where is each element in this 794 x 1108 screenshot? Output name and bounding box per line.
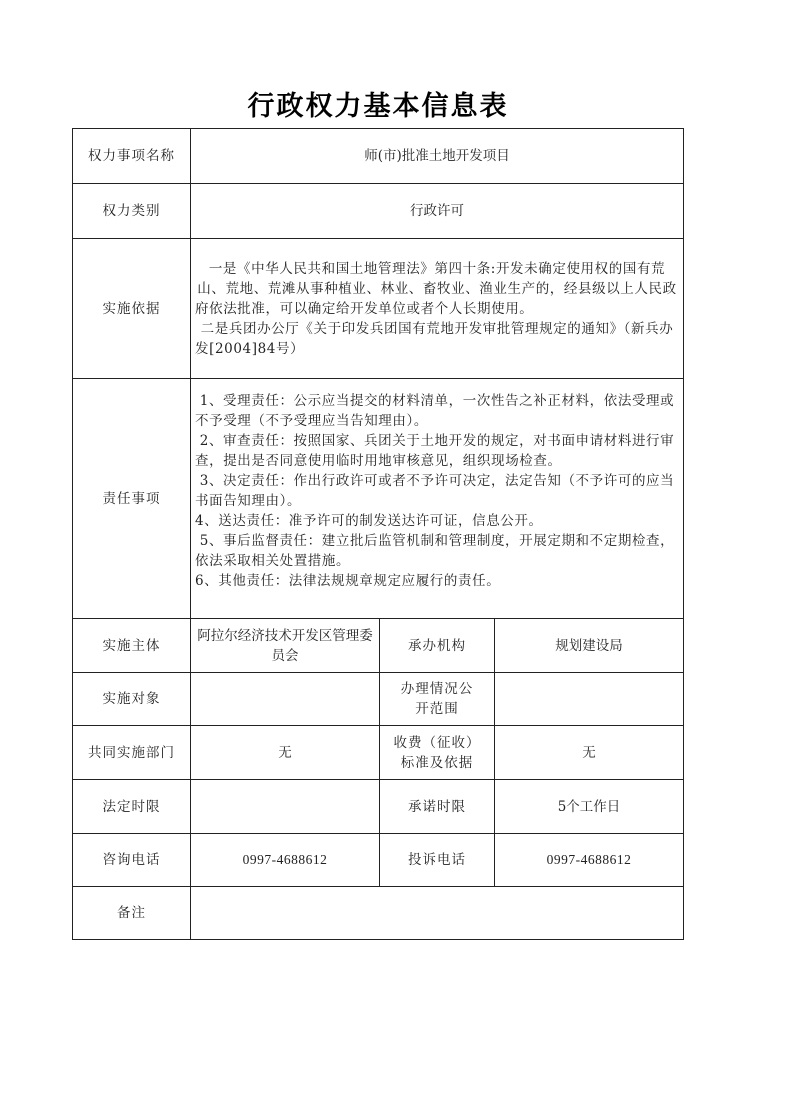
row-target	[73, 673, 684, 726]
label-remarks: 备注	[73, 887, 191, 940]
row-power-name	[73, 129, 684, 184]
value-target	[191, 673, 380, 726]
value-responsibilities	[191, 379, 684, 619]
value-complaint-phone: 0997-4688612	[495, 834, 684, 887]
row-time-limit	[73, 780, 684, 834]
label-joint-departments: 共同实施部门	[73, 726, 191, 780]
label-target: 实施对象	[73, 673, 191, 726]
row-power-category	[73, 184, 684, 239]
value-remarks	[191, 887, 684, 940]
value-fee-standard: 无	[495, 726, 684, 780]
label-disclosure-scope: 办理情况公开范围	[380, 673, 495, 726]
value-legal-time-limit	[191, 780, 380, 834]
responsibility-item: 3、决定责任：作出行政许可或者不予许可决定，法定告知（不予许可的应当书面告知理由）。	[195, 473, 675, 509]
responsibility-item: 6、其他责任：法律法规规章规定应履行的责任。	[195, 573, 501, 589]
responsibility-item: 1、受理责任：公示应当提交的材料清单，一次性告之补正材料，依法受理或不予受理（不予受理应当告知理由）。	[195, 393, 675, 429]
row-basis	[73, 239, 684, 379]
value-basis	[191, 239, 684, 379]
value-power-category: 行政许可	[191, 184, 684, 239]
responsibility-item: 5、事后监督责任：建立批后监管机制和管理制度，开展定期和不定期检查，依法采取相关处置措施。	[195, 533, 675, 569]
value-power-name: 师(市)批准土地开发项目	[191, 129, 684, 184]
value-handling-agency: 规划建设局	[495, 619, 684, 673]
responsibility-item: 2、审查责任：按照国家、兵团关于土地开发的规定，对书面申请材料进行审查，提出是否同意使用临时用地审核意见，组织现场检查。	[195, 433, 675, 469]
row-subject	[73, 619, 684, 673]
label-complaint-phone: 投诉电话	[380, 834, 495, 887]
label-fee-standard: 收费（征收）标准及依据	[380, 726, 495, 780]
label-power-category: 权力类别	[73, 184, 191, 239]
label-basis: 实施依据	[73, 239, 191, 379]
label-subject: 实施主体	[73, 619, 191, 673]
value-disclosure-scope	[495, 673, 684, 726]
value-subject: 阿拉尔经济技术开发区管理委员会	[191, 619, 380, 673]
row-responsibilities	[73, 379, 684, 619]
label-responsibilities: 责任事项	[73, 379, 191, 619]
label-handling-agency: 承办机构	[380, 619, 495, 673]
label-power-name: 权力事项名称	[73, 129, 191, 184]
row-joint-departments	[73, 726, 684, 780]
value-joint-departments: 无	[191, 726, 380, 780]
label-promised-time-limit: 承诺时限	[380, 780, 495, 834]
basis-paragraph: 二是兵团办公厅《关于印发兵团国有荒地开发审批管理规定的通知》（新兵办发[2004]84号）	[195, 320, 674, 357]
info-table	[72, 128, 684, 940]
value-promised-time-limit: 5个工作日	[495, 780, 684, 834]
row-phone	[73, 834, 684, 887]
label-legal-time-limit: 法定时限	[73, 780, 191, 834]
responsibility-item: 4、送达责任：准予许可的制发送达许可证，信息公开。	[195, 513, 543, 529]
document-title: 行政权力基本信息表	[247, 91, 509, 122]
basis-paragraph: 一是《中华人民共和国土地管理法》第四十条:开发未确定使用权的国有荒山、荒地、荒滩从事种植业、林业、畜牧业、渔业生产的，经县级以上人民政府依法批准，可以确定给开发单位或者个人长期使用。	[195, 260, 677, 317]
row-remarks	[73, 887, 684, 940]
value-consult-phone: 0997-4688612	[191, 834, 380, 887]
label-consult-phone: 咨询电话	[73, 834, 191, 887]
